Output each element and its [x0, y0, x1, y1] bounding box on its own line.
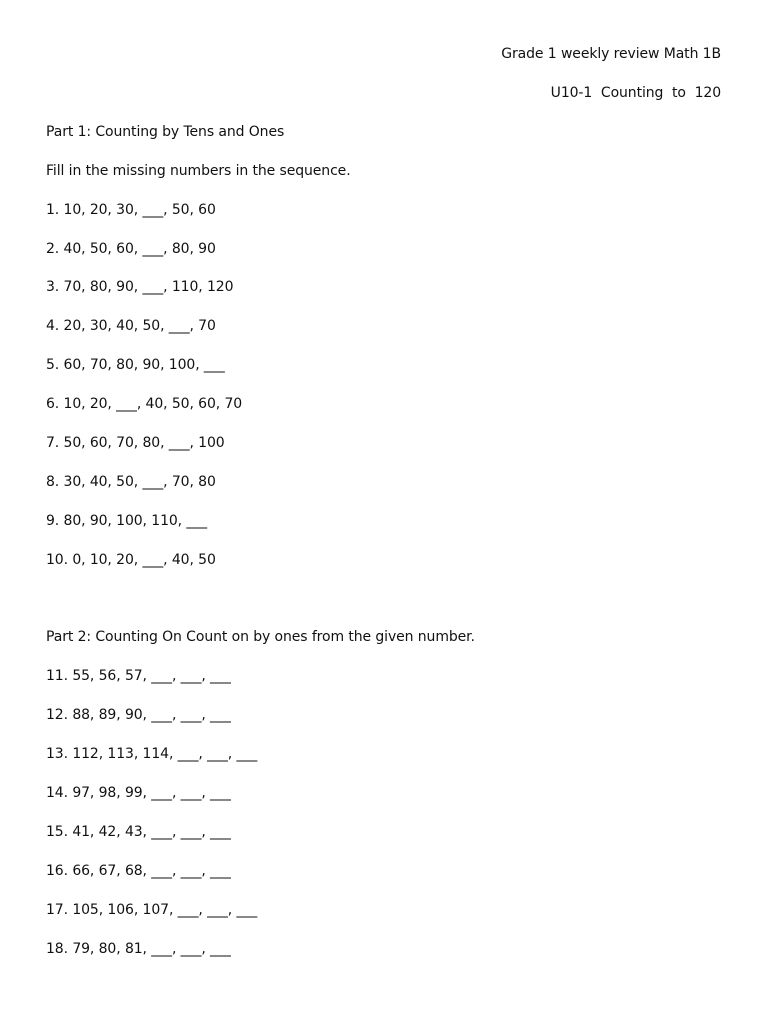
question-9: 9. 80, 90, 100, 110, ___ — [46, 513, 208, 529]
unit-title: U10-1 Counting to 120 — [550, 85, 721, 101]
question-14: 14. 97, 98, 99, ___, ___, ___ — [46, 785, 231, 801]
part1-heading: Part 1: Counting by Tens and Ones — [46, 124, 285, 140]
worksheet-title: Grade 1 weekly review Math 1B — [501, 46, 721, 62]
part2-heading: Part 2: Counting On Count on by ones from the given number. — [46, 629, 475, 645]
question-6: 6. 10, 20, ___, 40, 50, 60, 70 — [46, 396, 243, 412]
question-17: 17. 105, 106, 107, ___, ___, ___ — [46, 902, 258, 918]
question-7: 7. 50, 60, 70, 80, ___, 100 — [46, 435, 225, 451]
question-2: 2. 40, 50, 60, ___, 80, 90 — [46, 241, 216, 257]
question-1: 1. 10, 20, 30, ___, 50, 60 — [46, 202, 216, 218]
question-10: 10. 0, 10, 20, ___, 40, 50 — [46, 552, 216, 568]
question-15: 15. 41, 42, 43, ___, ___, ___ — [46, 824, 231, 840]
question-16: 16. 66, 67, 68, ___, ___, ___ — [46, 863, 231, 879]
part1-instruction: Fill in the missing numbers in the sequence. — [46, 163, 351, 179]
question-18: 18. 79, 80, 81, ___, ___, ___ — [46, 941, 231, 957]
question-12: 12. 88, 89, 90, ___, ___, ___ — [46, 707, 231, 723]
question-11: 11. 55, 56, 57, ___, ___, ___ — [46, 668, 231, 684]
question-13: 13. 112, 113, 114, ___, ___, ___ — [46, 746, 258, 762]
question-5: 5. 60, 70, 80, 90, 100, ___ — [46, 357, 225, 373]
question-3: 3. 70, 80, 90, ___, 110, 120 — [46, 279, 234, 295]
question-8: 8. 30, 40, 50, ___, 70, 80 — [46, 474, 216, 490]
question-4: 4. 20, 30, 40, 50, ___, 70 — [46, 318, 216, 334]
